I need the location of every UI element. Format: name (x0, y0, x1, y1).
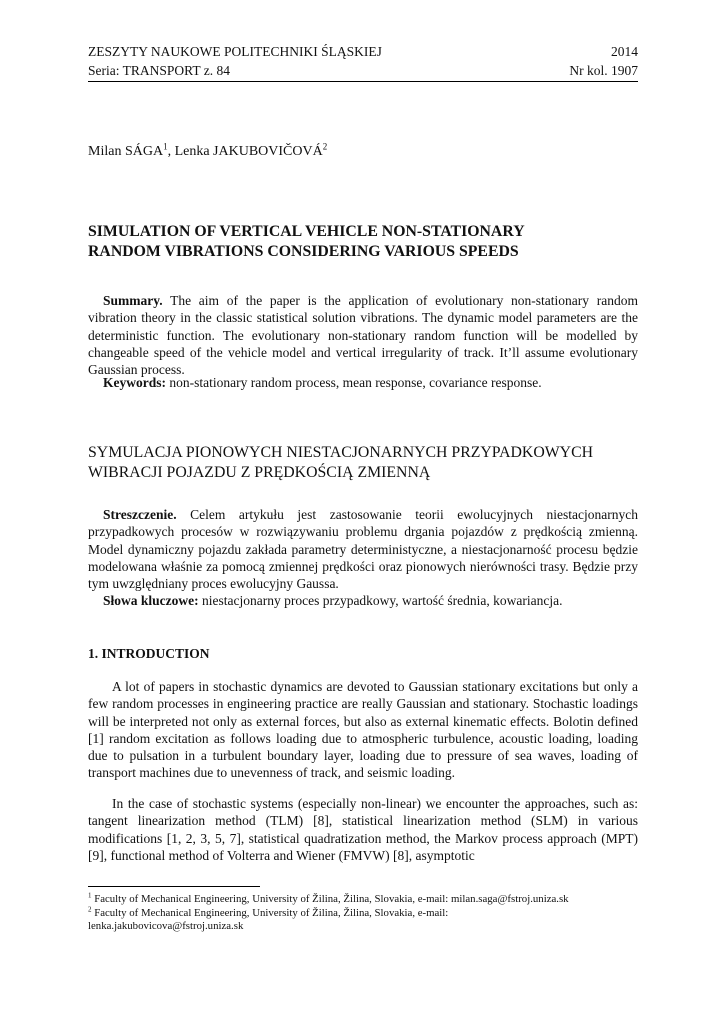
slowa-kluczowe-label: Słowa kluczowe: (103, 593, 199, 608)
streszczenie-paragraph (88, 506, 638, 592)
journal-name: ZESZYTY NAUKOWE POLITECHNIKI ŚLĄSKIEJ (88, 44, 382, 59)
footnote-1-mark: 1 (88, 891, 92, 900)
title-en-line-1: SIMULATION OF VERTICAL VEHICLE NON-STATIONARY (88, 223, 525, 240)
title-en-line-2: RANDOM VIBRATIONS CONSIDERING VARIOUS SPEEDS (88, 243, 519, 260)
streszczenie-text: Celem artykułu jest zastosowanie teorii ewolucyjnych niestacjonarnych przypadkowych procesów w rozwiązywaniu problemu drgania pojazdów z prędkością zmienną. Model dynamiczny pojazdu zakłada parametry deterministyczne, a niestacjonarność procesu będzie modelowana właśnie za pomocą zmiennej prędkości oraz pionowych nierówności trasy. Będzie przy tym uwzględniany proces ewolucyjny Gaussa. (88, 507, 638, 592)
footnote-2-text: Faculty of Mechanical Engineering, University of Žilina, Žilina, Slovakia, e-mail: (91, 906, 449, 919)
author-2-affiliation-mark: 2 (322, 141, 328, 152)
summary-text: The aim of the paper is the application of evolutionary non-stationary random vibration theory in the classic statistical solution vibrations. The dynamic model parameters are the deterministic function. The evolutionary non-stationary random function will be modelled by changeable speed of the vehicle model and vertical irregularity of track. It’ll assume evolutionary Gaussian process. (88, 293, 638, 378)
journal-year: 2014 (611, 44, 638, 59)
author-1: Milan SÁGA (88, 144, 164, 159)
streszczenie-label: Streszczenie. (103, 507, 177, 522)
footnote-1 (88, 893, 638, 907)
title-pl-line-1: SYMULACJA PIONOWYCH NIESTACJONARNYCH PRZYPADKOWYCH (88, 444, 594, 461)
slowa-kluczowe-paragraph (88, 592, 638, 609)
running-header-top (88, 43, 638, 60)
intro-paragraph-1: A lot of papers in stochastic dynamics are devoted to Gaussian stationary excitations but only a few random processes in engineering practice are really Gaussian and stationary. Stochastic loadings will be interpreted not only as external forces, but also as external kinematic effects. Bolotin defined [1] random excitation as follows loading due to atmospheric turbulence, acoustic loading, loading due to pulsation in a turbulent boundary layer, loading due to pressure of sea waves, loading of transport machines due to unevenness of track, and seismic loading. (88, 679, 638, 781)
title-pl-line-2: WIBRACJI POJAZDU Z PRĘDKOŚCIĄ ZMIENNĄ (88, 464, 431, 481)
section-heading-introduction: 1. INTRODUCTION (88, 646, 210, 661)
keywords-paragraph (88, 374, 638, 391)
footnote-1-text: Faculty of Mechanical Engineering, University of Žilina, Žilina, Slovakia, e-mail: milan.saga@fstroj.uniza.sk (91, 893, 569, 905)
keywords-text: non-stationary random process, mean response, covariance response. (166, 375, 542, 390)
summary-paragraph (88, 292, 638, 378)
footnote-2-email: lenka.jakubovicova@fstroj.uniza.sk (88, 920, 244, 932)
keywords-label: Keywords: (103, 375, 166, 390)
author-2: Lenka JAKUBOVIČOVÁ (174, 144, 323, 159)
running-header-bottom (88, 62, 638, 82)
slowa-kluczowe-text: niestacjonarny proces przypadkowy, wartość średnia, kowariancja. (198, 593, 563, 608)
journal-series: Seria: TRANSPORT z. 84 (88, 63, 230, 78)
journal-number: Nr kol. 1907 (569, 63, 638, 78)
paper-title-english (88, 222, 638, 262)
author-separator: , (167, 144, 175, 159)
author-line (88, 141, 328, 160)
footnote-2-mark: 2 (88, 904, 92, 913)
paper-title-polish (88, 443, 638, 483)
footnote-2 (88, 904, 638, 921)
footnote-separator (88, 886, 260, 887)
author-1-affiliation-mark: 1 (163, 141, 168, 152)
intro-paragraph-2: In the case of stochastic systems (especially non-linear) we encounter the approaches, such as: tangent linearization method (TLM) [8], statistical linearization method (SLM) in various modifications [1, 2, 3, 5, 7], statistical quadratization method, the Markov process approach (MPT) [9], functional method of Volterra and Wiener (FMVW) [8], asymptotic (88, 796, 638, 863)
summary-label: Summary. (103, 293, 163, 308)
footnotes (88, 893, 638, 934)
